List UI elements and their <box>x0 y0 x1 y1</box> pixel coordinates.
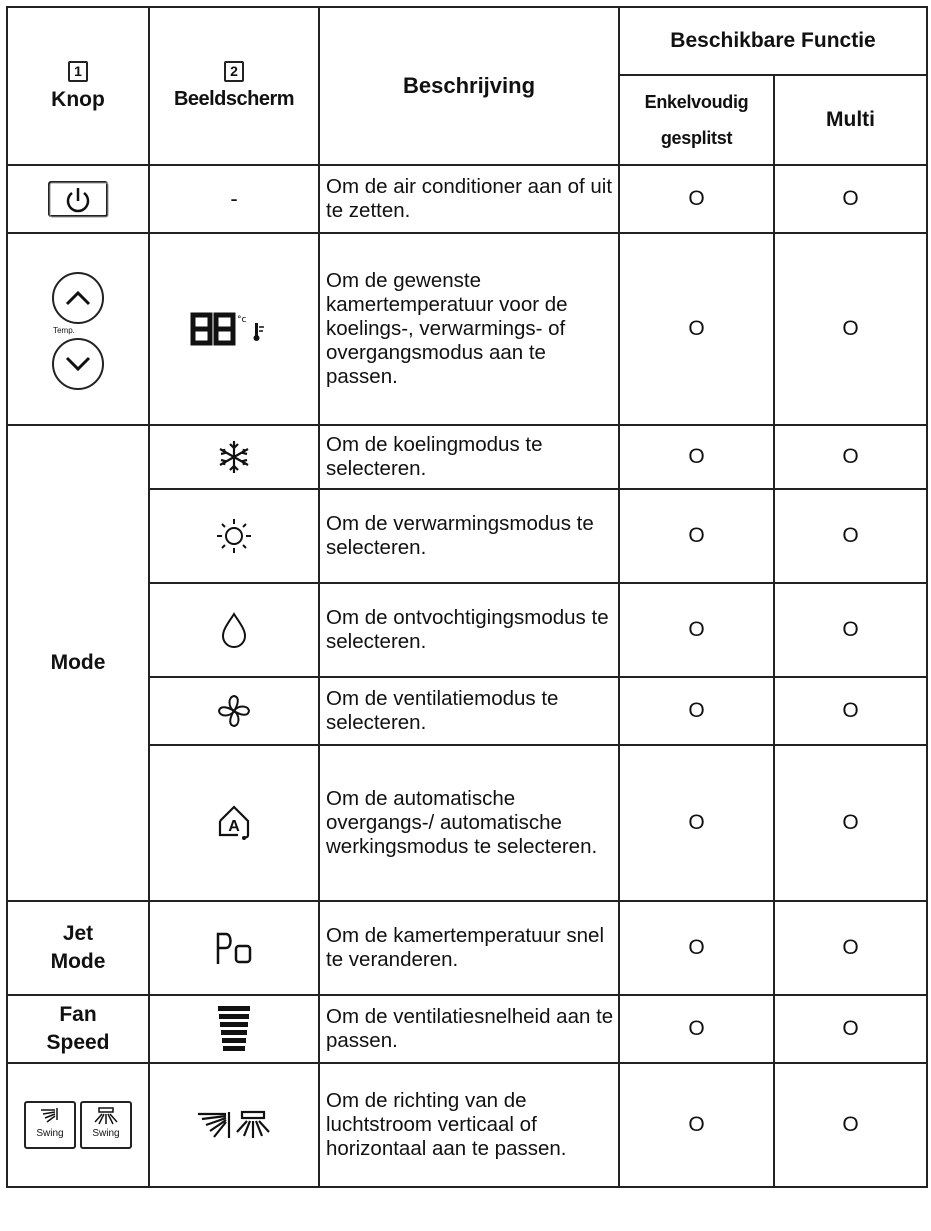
multi-mark: O <box>774 677 927 745</box>
single-mark: O <box>619 677 774 745</box>
horizontal-swing-icon <box>91 1106 121 1128</box>
table-row <box>7 425 927 489</box>
swing-label-1: Swing <box>36 1128 64 1139</box>
multi-mark: O <box>774 901 927 995</box>
swing-button-cell <box>7 1063 149 1187</box>
display-cell <box>149 425 319 489</box>
display-cell <box>149 1063 319 1187</box>
jet-mode-button-label <box>7 901 149 995</box>
multi-mark: O <box>774 165 927 233</box>
jet-label-line1: Jet <box>62 922 94 945</box>
enkelvoudig-text: Enkelvoudig gesplitst <box>644 92 749 148</box>
description: Om de ventilatiemodus te selecteren. <box>319 677 619 745</box>
swing-direction-icon <box>194 1108 274 1142</box>
multi-mark: O <box>774 233 927 425</box>
display-cell <box>149 233 319 425</box>
swing-label-2: Swing <box>92 1128 120 1139</box>
multi-mark: O <box>774 425 927 489</box>
auto-mode-icon <box>212 801 256 845</box>
display-cell <box>149 745 319 901</box>
power-button-icon <box>46 179 110 219</box>
vertical-swing-icon <box>35 1106 65 1128</box>
display-cell <box>149 677 319 745</box>
power-button-cell <box>7 165 149 233</box>
single-mark: O <box>619 995 774 1063</box>
single-mark: O <box>619 901 774 995</box>
sun-icon <box>214 516 254 556</box>
vertical-swing-button <box>24 1101 76 1149</box>
knop-number: 1 <box>68 61 88 82</box>
display-cell <box>149 901 319 995</box>
description: Om de richting van de luchtstroom verticaal of horizontaal aan te passen. <box>319 1063 619 1187</box>
water-drop-icon <box>217 610 251 650</box>
temperature-88-display-icon <box>189 309 279 349</box>
svg-text:°c: °c <box>237 315 247 325</box>
beschrijving-heading: Beschrijving <box>319 7 619 165</box>
beschikbare-functie-heading: Beschikbare Functie <box>619 7 927 75</box>
temp-button-cell <box>7 233 149 425</box>
table-row <box>7 165 927 233</box>
table-row <box>7 233 927 425</box>
mode-button-label: Mode <box>7 425 149 901</box>
snowflake-icon <box>214 437 254 477</box>
single-mark: O <box>619 425 774 489</box>
swing-buttons-icon <box>8 1101 148 1149</box>
single-mark: O <box>619 489 774 583</box>
display-cell <box>149 489 319 583</box>
function-table <box>6 6 928 1188</box>
beeldscherm-heading: Beeldscherm <box>173 88 295 110</box>
table-row <box>7 1063 927 1187</box>
horizontal-swing-button <box>80 1101 132 1149</box>
jet-mode-icon <box>212 928 256 968</box>
description: Om de air conditioner aan of uit te zetten. <box>319 165 619 233</box>
multi-mark: O <box>774 583 927 677</box>
description: Om de verwarmingsmodus te selecteren. <box>319 489 619 583</box>
multi-mark: O <box>774 745 927 901</box>
single-mark: O <box>619 583 774 677</box>
single-mark: O <box>619 165 774 233</box>
beeld-number: 2 <box>224 61 244 82</box>
svg-text:A: A <box>228 818 240 835</box>
description: Om de gewenste kamertemperatuur voor de koelings-, verwarmings- of overgangsmodus aan te passen. <box>319 233 619 425</box>
fan-label-line1: Fan <box>59 1003 97 1026</box>
display-cell: - <box>149 165 319 233</box>
fan-speed-button-label <box>7 995 149 1063</box>
single-mark: O <box>619 745 774 901</box>
description: Om de automatische overgangs-/ automatische werkingsmodus te selecteren. <box>319 745 619 901</box>
single-mark: O <box>619 233 774 425</box>
table-row <box>7 995 927 1063</box>
fan-label-line2: Speed <box>46 1031 110 1054</box>
multi-heading: Multi <box>774 75 927 165</box>
single-mark: O <box>619 1063 774 1187</box>
header-knop <box>7 7 149 165</box>
description: Om de ontvochtigingsmodus te selecteren. <box>319 583 619 677</box>
table-row <box>7 901 927 995</box>
knop-heading: Knop <box>51 87 105 111</box>
multi-mark: O <box>774 489 927 583</box>
display-cell <box>149 583 319 677</box>
description: Om de ventilatiesnelheid aan te passen. <box>319 995 619 1063</box>
description: Om de kamertemperatuur snel te veranderen. <box>319 901 619 995</box>
multi-mark: O <box>774 1063 927 1187</box>
temp-label: Temp. <box>53 325 75 335</box>
display-cell <box>149 995 319 1063</box>
fan-icon <box>214 691 254 731</box>
fan-speed-bars-icon <box>214 1004 254 1054</box>
header-beeldscherm <box>149 7 319 165</box>
enkelvoudig-heading <box>619 75 774 165</box>
description: Om de koelingmodus te selecteren. <box>319 425 619 489</box>
multi-mark: O <box>774 995 927 1063</box>
jet-label-line2: Mode <box>50 950 106 973</box>
